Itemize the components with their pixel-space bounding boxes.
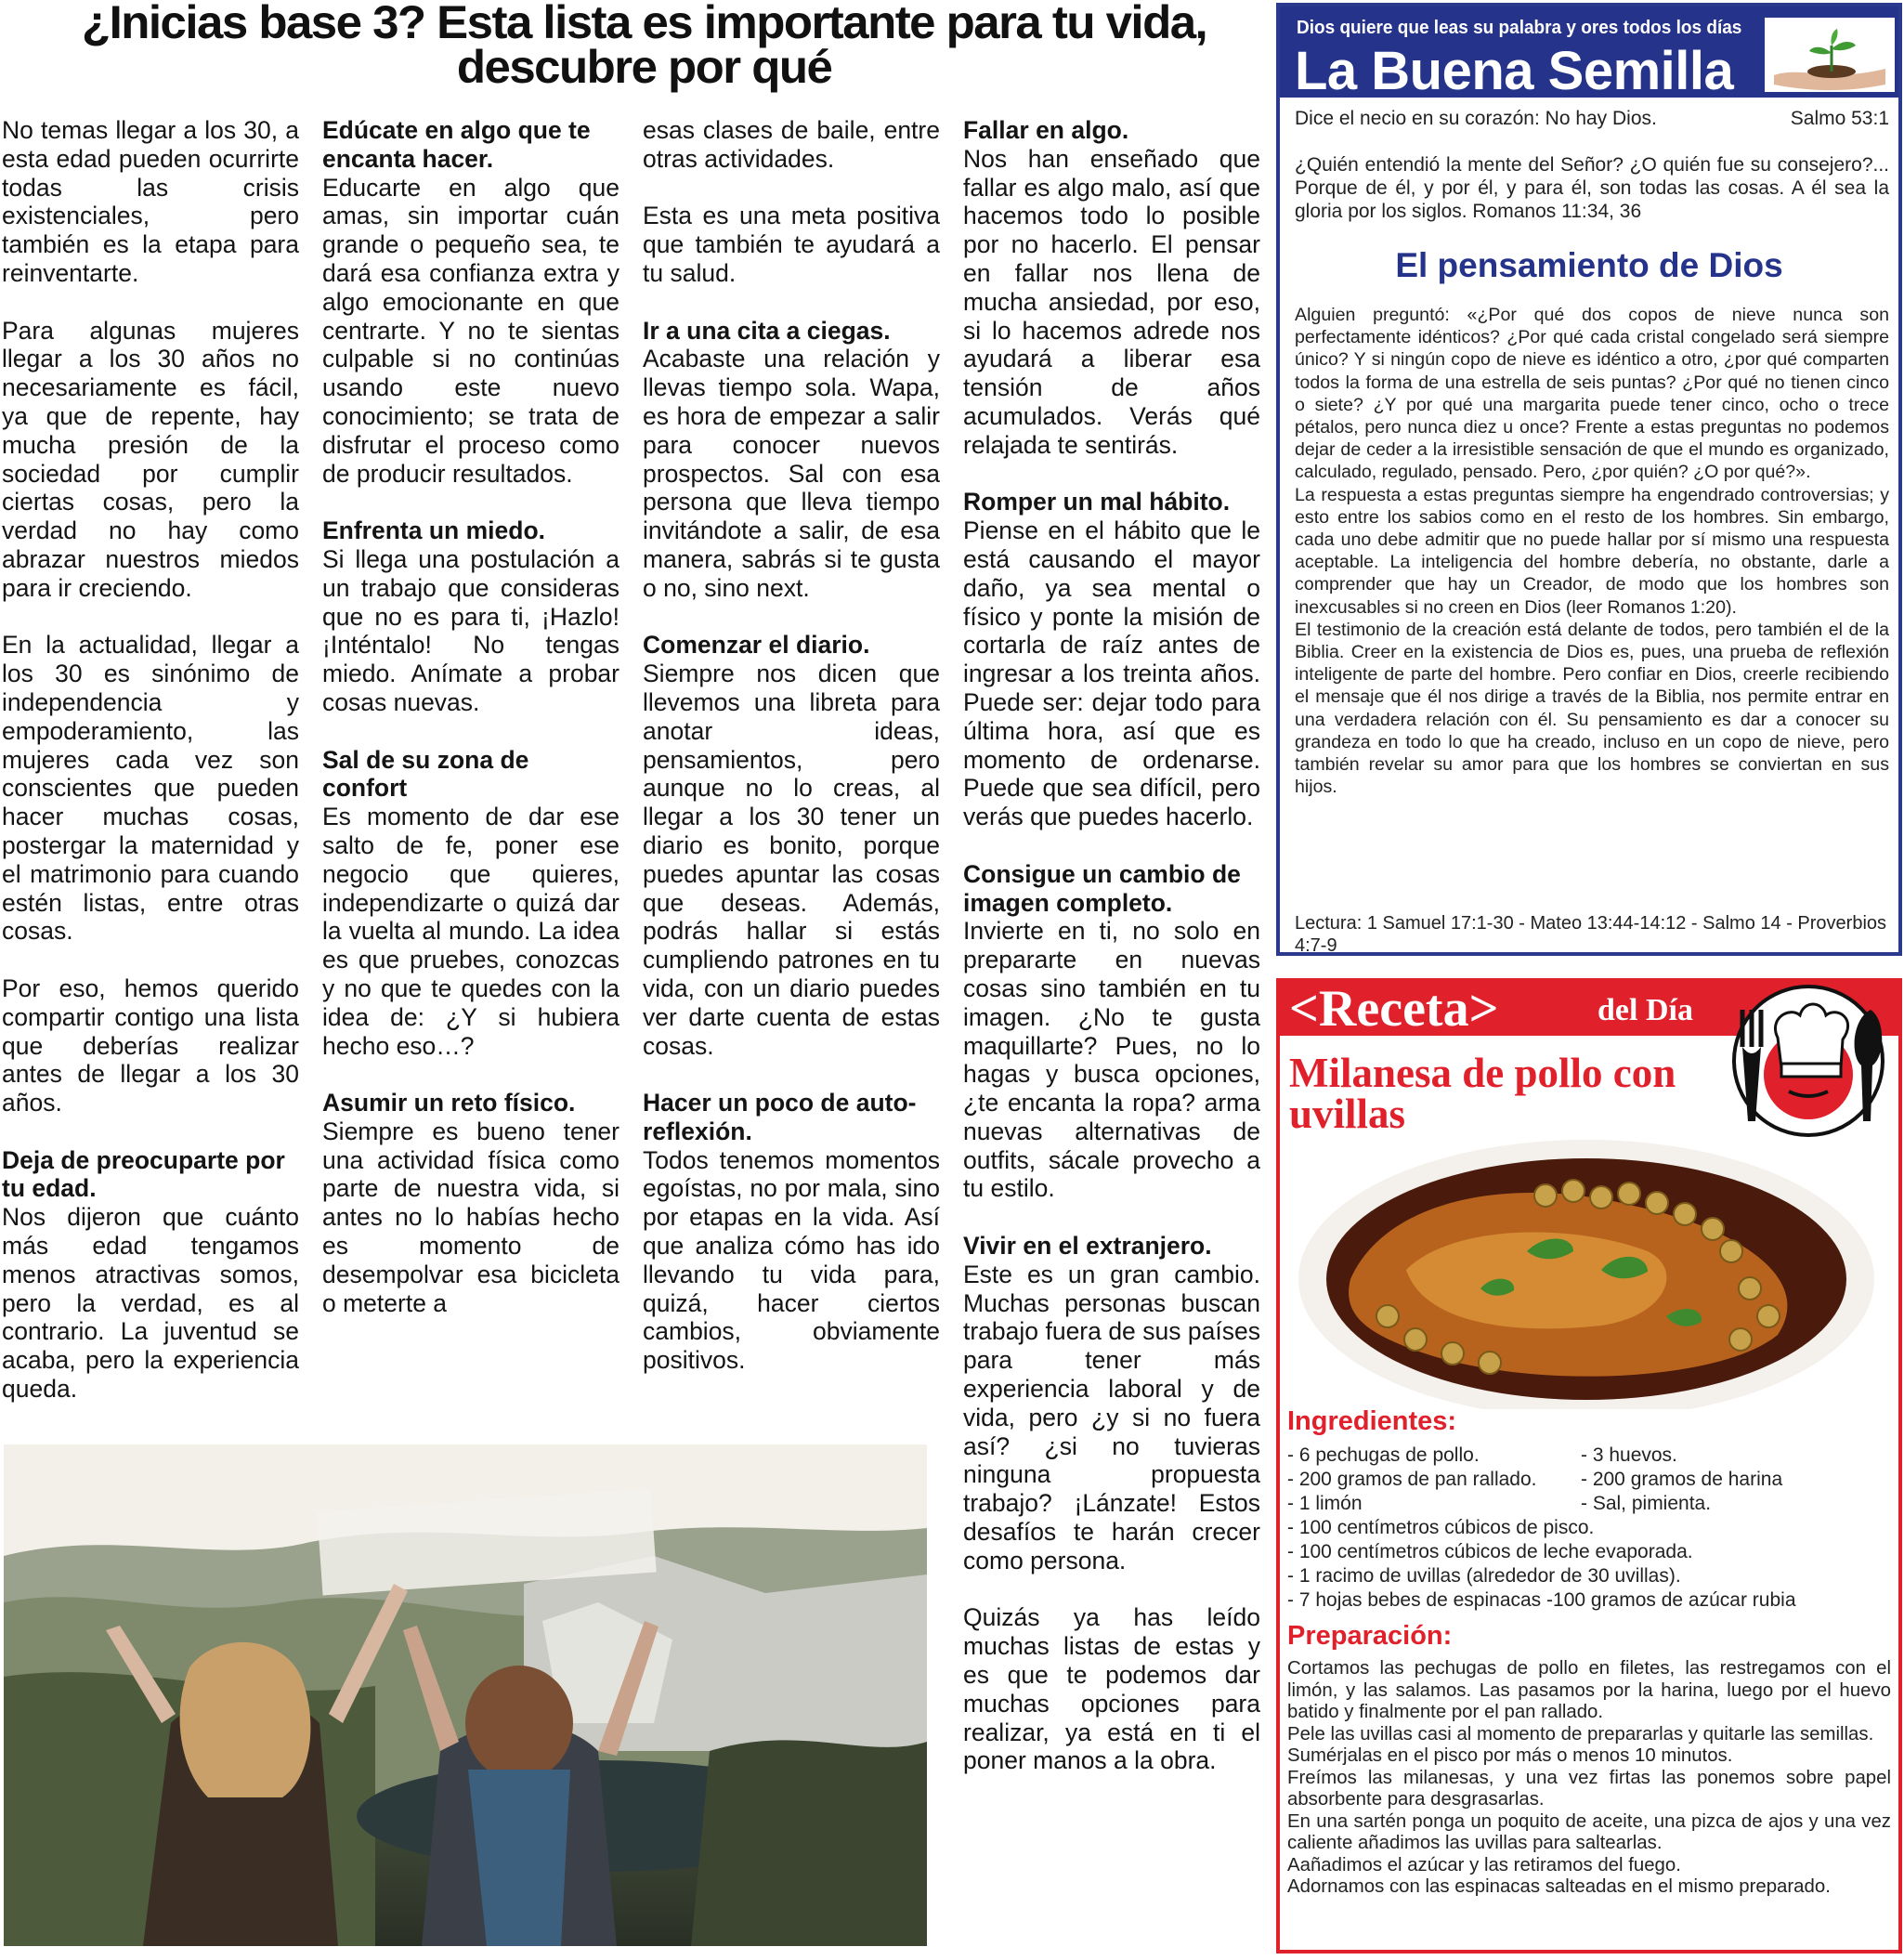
article-paragraph: [963, 116, 1260, 460]
ingredient-row: [1287, 1492, 1891, 1516]
preparation-step: En una sartén ponga un poquito de aceite, una pizca de ajos y una vez caliente añadimos las uvillas para saltearlas.: [1287, 1810, 1891, 1853]
article-paragraph: [2, 317, 299, 603]
section-heading: Ir a una cita a ciegas.: [643, 316, 891, 345]
article-paragraph: [2, 974, 299, 1117]
article-paragraph: [322, 116, 619, 488]
ingredient-item: - 200 gramos de harina: [1581, 1469, 1783, 1490]
article-paragraph: [643, 116, 940, 174]
paragraph-text: Si llega una postulación a un trabajo que consideras que no es para ti, ¡Hazlo! ¡Inténtalo! No tengas miedo. Anímate a probar cosas nuevas.: [322, 544, 619, 716]
verse-2: ¿Quién entendió la mente del Señor? ¿O quién fue su consejero?... Porque de él, y por él, y para él, son todas las cosas. A él sea la gloria por los siglos. Romanos 11:34, 36: [1295, 154, 1889, 222]
section-title: El pensamiento de Dios: [1395, 246, 1783, 284]
section-heading: Romper un mal hábito.: [963, 488, 1231, 516]
preparation-steps: [1287, 1658, 1891, 1899]
paragraph-text: No temas llegar a los 30, a esta edad pueden ocurrirte todas las crisis existenciales, pero también es la etapa para reinventarte.: [2, 116, 299, 287]
section-heading: Vivir en el extranjero.: [963, 1232, 1212, 1261]
article-paragraph: [643, 317, 940, 603]
section-heading: Consigue un cambio de imagen completo.: [963, 859, 1241, 917]
verse-1-text: Dice el necio en su corazón: No hay Dios.: [1295, 108, 1657, 129]
article-paragraph: [2, 1146, 299, 1404]
paragraph-text: Piense en el hábito que le está causando el mayor daño, ya sea mental o físico y ponte la misión de cortarla de raíz antes de ingresar a los treinta años. Puede ser: dejar todo para última hora, así que es momento de ordenarse. Puede que sea difícil, pero verás que puedes hacerlo.: [963, 516, 1260, 831]
section-heading: Hacer un poco de auto-reflexión.: [643, 1089, 917, 1145]
receta-title: <Receta>: [1289, 980, 1499, 1038]
ingredient-item: - 3 huevos.: [1581, 1444, 1677, 1466]
paragraph-text: En la actualidad, llegar a los 30 es sinónimo de independencia y empoderamiento, las mujeres cada vez son conscientes que pueden hacer muchas cosas, postergar la maternidad y el matrimonio para cuando estén listas, entre otras cosas.: [2, 631, 299, 946]
paragraph-text: Acabaste una relación y llevas tiempo sola. Wapa, es hora de empezar a salir para conocer nuevos prospectos. Sal con esa persona que lleva tiempo invitándote a salir, de esa manera, sabrás si te gusta o no, sino next.: [643, 345, 940, 602]
ingredient-item: - Sal, pimienta.: [1581, 1493, 1712, 1514]
section-heading: Sal de su zona de confort: [322, 745, 529, 803]
article-column-2: [322, 116, 619, 1317]
section-heading: Edúcate en algo que te encanta hacer.: [322, 116, 591, 173]
section-heading: Comenzar el diario.: [643, 631, 870, 660]
ingredient-item: - 1 limón: [1287, 1493, 1363, 1514]
article-column-4: [963, 116, 1260, 1775]
article-paragraph: [322, 746, 619, 1061]
semilla-header: [1280, 7, 1898, 101]
ingredient-item: - 200 gramos de pan rallado.: [1287, 1469, 1537, 1490]
ingredient-row: [1287, 1564, 1891, 1588]
ingredient-item: - 7 hojas bebes de espinacas -100 gramos de azúcar rubia: [1287, 1589, 1796, 1611]
seedling-hand-icon: [1765, 18, 1895, 92]
ingredient-row: [1287, 1516, 1891, 1540]
article-paragraph: [2, 116, 299, 288]
paragraph-text: Nos dijeron que cuánto más edad tengamos menos atractivas somos, pero la verdad, es al contrario. La juventud se acaba, pero la experiencia queda.: [2, 1203, 299, 1404]
article-paragraph: [643, 202, 940, 287]
body-paragraph: El testimonio de la creación está delante de todos, pero también el de la Biblia. Creer en la existencia de Dios es, pues, una prueba de reflexión inteligente de parte del hombre. Pero confiar en Dios, creerle recibiendo el mensaje que él nos dirige a través de la Biblia, nos permite entrar en una verdadera relación con él. Su pensamiento es dar a conocer su grandeza en todo lo que ha creado, incluso en un copo de nieve, pero también revelar su amor para que los hombres se conviertan en sus hijos.: [1295, 619, 1889, 798]
dish-name: Milanesa de pollo con uvillas: [1289, 1050, 1676, 1137]
ingredients-heading: Ingredientes:: [1287, 1406, 1457, 1436]
ingredient-row: [1287, 1468, 1891, 1492]
chef-hat-icon: [1722, 982, 1895, 1140]
lectura: Lectura: 1 Samuel 17:1-30 - Mateo 13:44-14:12 - Salmo 14 - Proverbios 4:7-9: [1295, 913, 1887, 956]
section-heading: Asumir un reto físico.: [322, 1089, 576, 1117]
ingredient-row: [1287, 1540, 1891, 1564]
paragraph-text: Es momento de dar ese salto de fe, poner ese negocio que quieres, independizarte o quizá dar la vuelta al mundo. La idea es que pruebes, conozcas y no que te quedes con la idea de: ¿Y si hubiera hecho eso…?: [322, 803, 619, 1060]
article-paragraph: [643, 1089, 940, 1375]
preparation-step: Freímos las milanesas, y una vez firtas las ponemos sobre papel absorbente para desgrasarlas.: [1287, 1767, 1891, 1810]
semilla-tagline: Dios quiere que leas su palabra y ores todos los días: [1297, 18, 1742, 38]
ingredient-row: [1287, 1444, 1891, 1468]
receta-box: [1276, 978, 1902, 1953]
paragraph-text: Invierte en ti, no solo en prepararte en nuevas cosas sino también en tu imagen. ¿No te gusta maquillarte? Pues, no lo hagas y busca opciones, ¿te encanta la ropa? arma nuevas alternativas de outfits, sácale provecho a tu estilo.: [963, 917, 1260, 1203]
paragraph-text: Para algunas mujeres llegar a los 30 años no necesariamente es fácil, ya que de repente, hay mucha presión de la sociedad por cumplir ciertas cosas, pero la verdad no hay como abrazar nuestros miedos para ir creciendo.: [2, 316, 299, 602]
paragraph-text: esas clases de baile, entre otras actividades.: [643, 116, 940, 173]
preparation-step: Sumérjalas en el pisco por más o menos 10 minutos.: [1287, 1745, 1733, 1766]
paragraph-text: Siempre es bueno tener una actividad física como parte de nuestra vida, si antes no lo habías hecho es momento de desempolvar esa bicicleta o meterte a: [322, 1117, 619, 1317]
article-paragraph: [643, 631, 940, 1060]
buena-semilla-box: [1276, 3, 1902, 956]
preparation-step: Adornamos con las espinacas salteadas en el mismo preparado.: [1287, 1876, 1831, 1897]
paragraph-text: Educarte en algo que amas, sin importar cuán grande o pequeño sea, te dará esa confianza extra y algo emocionante en que centrarte. Y no te sientas culpable si no continúas usando este nuevo conocimiento; se trata de disfrutar el proceso como de producir resultados.: [322, 173, 619, 488]
receta-title-suffix: del Día: [1598, 993, 1693, 1027]
preparation-step: Pele las uvillas casi al momento de prepararlas y quitarle las semillas.: [1287, 1723, 1874, 1744]
paragraph-text: Todos tenemos momentos egoístas, no por mala, sino por etapas en la vida. Así que analiza cómo has ido llevando tu vida para, quizá, hacer ciertos cambios, obviamente positivos.: [643, 1145, 940, 1375]
ingredient-item: - 6 pechugas de pollo.: [1287, 1444, 1480, 1466]
paragraph-text: Siempre nos dicen que llevemos una libreta para anotar ideas, pensamientos, pero aunque no lo creas, al llegar a los 30 tener un diario es bonito, porque puedes apuntar las cosas que deseas. Además, podrás hallar si estás cumpliendo patrones en tu vida, con un diario puedes ver darte cuenta de estas cosas.: [643, 660, 940, 1060]
article-paragraph: [322, 1089, 619, 1317]
paragraph-text: Esta es una meta positiva que también te ayudará a tu salud.: [643, 202, 940, 287]
women-celebrating-photo: [4, 1444, 927, 1946]
preparation-step: Cortamos las pechugas de pollo en filetes, las restregamos con el limón, y las salamos. Las pasamos por la harina, luego por el huevo batido y finalmente por el pan rallado.: [1287, 1658, 1891, 1722]
article-paragraph: [963, 860, 1260, 1204]
section-heading: Fallar en algo.: [963, 116, 1129, 144]
ingredient-item: - 100 centímetros cúbicos de leche evaporada.: [1287, 1541, 1693, 1562]
paragraph-text: Nos han enseñado que fallar es algo malo, así que hacemos todo lo posible por no hacerlo. El pensar en fallar nos llena de mucha ansiedad, por eso, si lo hacemos adrede nos ayudará a liberar esa tensión de años acumulados. Verás qué relajada te sentirás.: [963, 144, 1260, 459]
food-photo: [1295, 1140, 1878, 1409]
article-paragraph: [963, 488, 1260, 831]
verse-1-ref: Salmo 53:1: [1790, 108, 1889, 129]
preparation-heading: Preparación:: [1287, 1621, 1453, 1651]
paragraph-text: Quizás ya has leído muchas listas de estas y es que te podemos dar muchas opciones para realizar, ya está en ti el poner manos a la obra.: [963, 1603, 1260, 1775]
body-paragraph: Alguien preguntó: «¿Por qué dos copos de nieve nunca son perfectamente idénticos? ¿Por qué cada cristal congelado será siempre único? Y si ningún copo de nieve es idéntico a otro, ¿por qué comparten todos la forma de una estrella de seis puntas? ¿Por qué no tienen cinco o siete? ¿Y por qué una margarita puede tener cinco, ocho o trece pétalos, pero nunca diez u once? Frente a estas preguntas no podemos dejar de ceder a la irresistible sensación de que el mundo es organizado, calculado, regulado, pensado. Pero, ¿por quién? ¿O por qué?».: [1295, 305, 1889, 483]
article-paragraph: [963, 1603, 1260, 1775]
section-heading: Enfrenta un miedo.: [322, 516, 545, 545]
verse-1: [1295, 107, 1889, 130]
article-paragraph: [2, 631, 299, 946]
section-body: [1295, 304, 1889, 798]
ingredient-item: - 1 racimo de uvillas (alrededor de 30 uvillas).: [1287, 1565, 1681, 1587]
semilla-title: La Buena Semilla: [1295, 41, 1734, 101]
paragraph-text: Este es un gran cambio. Muchas personas buscan trabajo fuera de sus países para tener más experiencia laboral y de vida, pero ¿y si no fuera así? ¿si no tuvieras ninguna propuesta trabajo? ¡Lánzate! Estos desafíos te harán crecer como persona.: [963, 1260, 1260, 1575]
article-paragraph: [322, 516, 619, 717]
ingredient-item: - 100 centímetros cúbicos de pisco.: [1287, 1517, 1595, 1538]
article-column-3: [643, 116, 940, 1375]
article-headline: ¿Inicias base 3? Esta lista es importante para tu vida, descubre por qué: [82, 0, 1207, 93]
body-paragraph: La respuesta a estas preguntas siempre ha engendrado controversias; y esto entre los sabios como en el resto de los hombres. Sin embargo, cada uno debe admitir que no puede hallar por sí mismo una respuesta aceptable. La inteligencia del hombre debería, no obstante, darle a comprender que hay un Creador, de modo que los hombres son inexcusables si no creen en Dios (leer Romanos 1:20).: [1295, 484, 1889, 618]
ingredient-row: [1287, 1588, 1891, 1613]
section-heading: Deja de preocuparte por tu edad.: [2, 1145, 285, 1203]
paragraph-text: Por eso, hemos querido compartir contigo una lista que deberías realizar antes de llegar a los 30 años.: [2, 973, 299, 1117]
ingredients-list: [1287, 1444, 1891, 1613]
article-photo: [4, 1444, 927, 1946]
article-paragraph: [963, 1232, 1260, 1575]
preparation-step: Aañadimos el azúcar y las retiramos del fuego.: [1287, 1854, 1681, 1875]
article-column-1: [2, 116, 299, 1404]
